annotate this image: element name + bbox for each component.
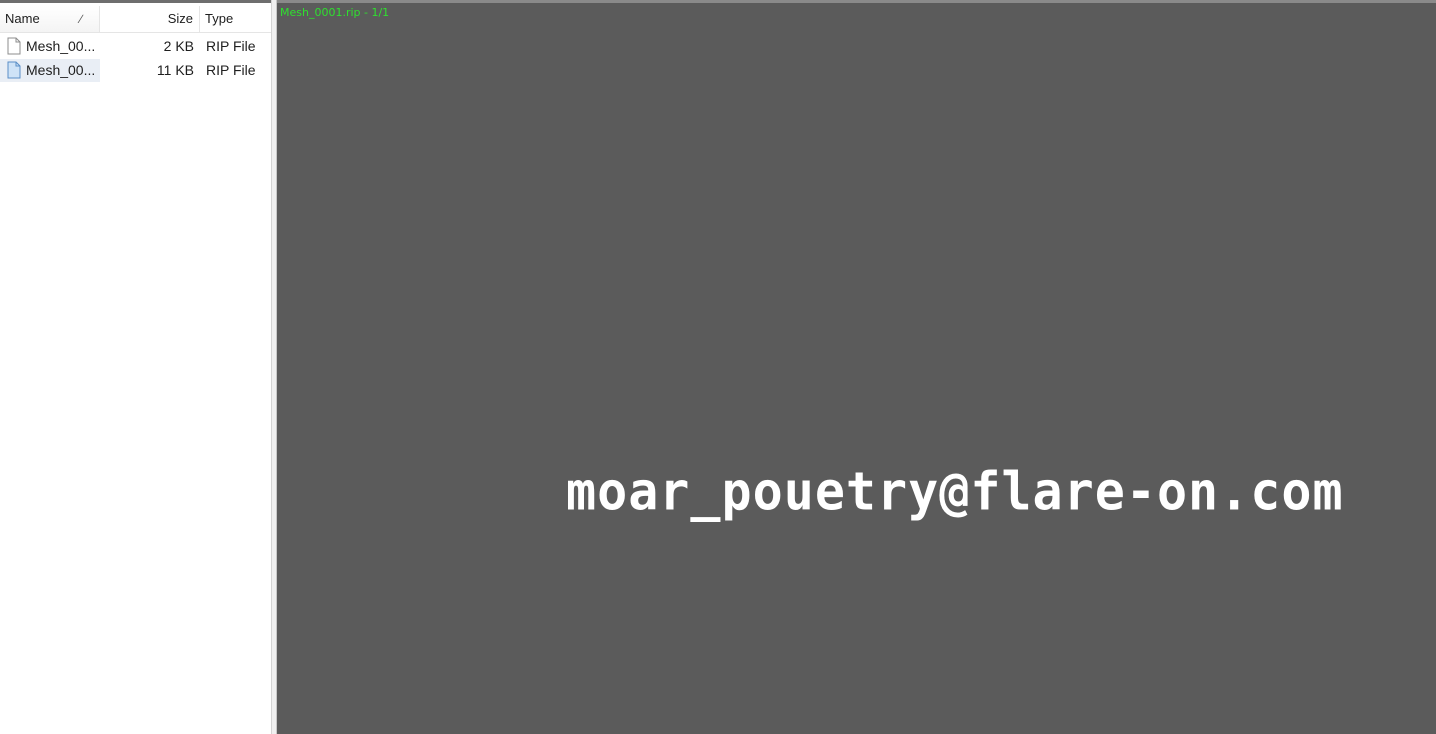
column-header-size[interactable] [100, 6, 200, 32]
file-rows [0, 35, 271, 83]
viewport-title: Mesh_0001.rip - 1/1 [280, 6, 390, 19]
column-header-size-label: Size [167, 11, 193, 26]
file-size: 2 KB [163, 38, 194, 54]
rendered-mesh-text: moar_pouetry@flare-on.com [566, 461, 1344, 522]
file-icon-blue [7, 61, 21, 79]
file-list-pane [0, 0, 271, 734]
column-header-name[interactable] [0, 6, 100, 32]
list-header [0, 6, 271, 33]
column-header-name-label: Name [5, 11, 40, 26]
column-header-type[interactable] [200, 6, 271, 32]
mesh-viewport[interactable] [277, 0, 1436, 734]
file-row-selected[interactable] [0, 59, 271, 83]
column-header-type-label: Type [205, 11, 234, 26]
file-name: Mesh_00... [26, 38, 96, 54]
file-row[interactable] [0, 35, 271, 59]
file-type: RIP File [206, 62, 256, 78]
file-name: Mesh_00... [0, 59, 100, 82]
file-size: 11 KB [156, 62, 194, 78]
sort-indicator-icon: ∕ [80, 12, 83, 26]
file-type: RIP File [206, 38, 256, 54]
